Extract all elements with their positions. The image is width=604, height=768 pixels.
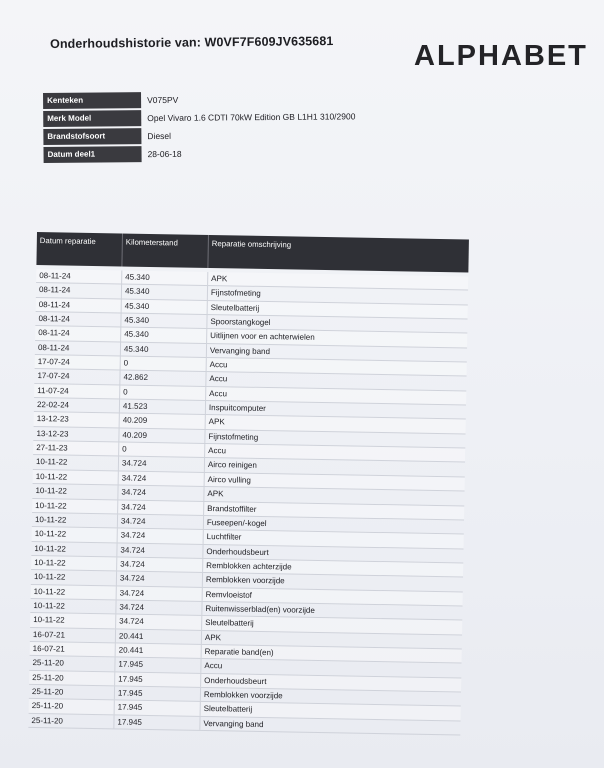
- cell-mileage: 0: [119, 443, 205, 458]
- cell-description: Inspuitcomputer: [208, 403, 266, 414]
- vehicle-info-table: [43, 89, 404, 164]
- info-value: Opel Vivaro 1.6 CDTI 70kW Edition GB L1H1 310/2900: [147, 111, 356, 124]
- cell-date: 10-11-22: [32, 513, 118, 528]
- cell-description: Accu: [209, 360, 228, 370]
- cell-mileage: 0: [120, 385, 206, 400]
- cell-date: 08-11-24: [35, 326, 121, 341]
- cell-description: Reparatie band(en): [204, 646, 274, 658]
- cell-date: 25-11-20: [29, 685, 115, 700]
- cell-mileage: 20.441: [116, 643, 202, 658]
- cell-date: 25-11-20: [29, 671, 115, 686]
- cell-mileage: 34.724: [116, 615, 202, 630]
- cell-mileage: 34.724: [117, 543, 203, 558]
- info-label: Brandstofsoort: [43, 128, 141, 145]
- cell-date: 08-11-24: [36, 298, 122, 313]
- cell-date: 10-11-22: [33, 470, 119, 485]
- brand-logo: ALPHABET: [414, 40, 588, 72]
- cell-date: 10-11-22: [31, 585, 117, 600]
- cell-mileage: 17.945: [115, 686, 201, 701]
- info-value: V075PV: [147, 94, 179, 106]
- cell-description: Airco vulling: [207, 474, 251, 485]
- cell-description: Onderhoudsbeurt: [204, 675, 267, 686]
- column-header-description: Reparatie omschrijving: [211, 239, 292, 250]
- info-row-datum-deel1: [43, 143, 403, 164]
- cell-mileage: 34.724: [119, 457, 205, 472]
- cell-description: Accu: [208, 446, 227, 456]
- cell-mileage: 45.340: [121, 328, 207, 343]
- cell-description: APK: [208, 417, 225, 427]
- cell-description: Fijnstofmeting: [210, 288, 261, 299]
- cell-date: 25-11-20: [28, 714, 114, 729]
- cell-description: Remblokken achterzijde: [206, 560, 292, 572]
- cell-mileage: 0: [121, 357, 207, 372]
- cell-date: 13-12-23: [33, 427, 119, 442]
- cell-mileage: 34.724: [118, 514, 204, 529]
- cell-date: 08-11-24: [36, 269, 122, 284]
- cell-mileage: 42.862: [120, 371, 206, 386]
- cell-date: 10-11-22: [32, 527, 118, 542]
- cell-description: Remblokken voorzijde: [205, 575, 285, 586]
- cell-mileage: 34.724: [117, 557, 203, 572]
- document-title: Onderhoudshistorie van: W0VF7F609JV635681: [50, 34, 334, 51]
- info-label: Datum deel1: [43, 146, 141, 163]
- cell-description: Sleutelbatterij: [205, 618, 254, 629]
- cell-date: 08-11-24: [35, 312, 121, 327]
- cell-mileage: 17.945: [115, 701, 201, 716]
- cell-description: Sleutelbatterij: [210, 302, 260, 313]
- cell-mileage: 17.945: [115, 672, 201, 687]
- cell-date: 25-11-20: [29, 656, 115, 671]
- cell-mileage: 34.724: [116, 600, 202, 615]
- cell-mileage: 17.945: [115, 658, 201, 673]
- cell-mileage: 41.523: [120, 400, 206, 415]
- cell-description: Vervanging band: [209, 345, 271, 356]
- cell-description: Accu: [204, 661, 223, 671]
- cell-date: 10-11-22: [30, 599, 116, 614]
- cell-mileage: 34.724: [119, 471, 205, 486]
- cell-description: Fuseepen/-kogel: [206, 517, 267, 528]
- cell-mileage: 34.724: [117, 586, 203, 601]
- cell-description: Uitlijnen voor en achterwielen: [210, 331, 315, 343]
- cell-description: Spoorstangkogel: [210, 317, 271, 328]
- cell-mileage: 45.340: [122, 299, 208, 314]
- cell-date: 10-11-22: [31, 556, 117, 571]
- cell-mileage: 45.340: [122, 285, 208, 300]
- cell-date: 16-07-21: [30, 628, 116, 643]
- cell-description: Vervanging band: [203, 718, 264, 729]
- cell-description: APK: [207, 489, 224, 499]
- cell-mileage: 20.441: [116, 629, 202, 644]
- cell-description: Remblokken voorzijde: [203, 689, 283, 701]
- cell-date: 10-11-22: [30, 613, 116, 628]
- cell-mileage: 34.724: [118, 486, 204, 501]
- cell-mileage: 45.340: [121, 342, 207, 357]
- info-label: Kenteken: [43, 92, 141, 109]
- info-label: Merk Model: [43, 110, 141, 127]
- repair-history-table: [28, 232, 469, 735]
- cell-date: 10-11-22: [32, 484, 118, 499]
- cell-date: 10-11-22: [33, 455, 119, 470]
- info-value: Diesel: [147, 130, 172, 142]
- table-body: [28, 269, 468, 735]
- info-value: 28-06-18: [147, 148, 182, 160]
- cell-mileage: 45.340: [121, 314, 207, 329]
- cell-description: Ruitenwisserblad(en) voorzijde: [205, 603, 315, 615]
- cell-description: Accu: [209, 388, 228, 399]
- cell-date: 17-07-24: [34, 369, 120, 384]
- cell-date: 10-11-22: [32, 498, 118, 513]
- cell-mileage: 34.724: [118, 529, 204, 544]
- cell-mileage: 40.209: [119, 428, 205, 443]
- cell-date: 08-11-24: [36, 283, 122, 298]
- cell-description: APK: [211, 274, 228, 284]
- cell-mileage: 34.724: [117, 572, 203, 587]
- cell-date: 11-07-24: [34, 384, 120, 399]
- cell-mileage: 34.724: [118, 500, 204, 515]
- cell-date: 10-11-22: [31, 570, 117, 585]
- cell-date: 17-07-24: [35, 355, 121, 370]
- column-header-mileage: Kilometerstand: [122, 234, 209, 268]
- cell-description: Onderhoudsbeurt: [206, 546, 269, 557]
- cell-description: Sleutelbatterij: [203, 704, 253, 715]
- cell-date: 10-11-22: [31, 541, 117, 556]
- cell-description: Accu: [209, 374, 228, 384]
- column-header-date: Datum reparatie: [36, 232, 123, 266]
- cell-date: 25-11-20: [29, 699, 115, 714]
- cell-description: Luchtfilter: [206, 532, 242, 542]
- cell-description: Remvloeistof: [205, 589, 253, 600]
- cell-description: Airco reinigen: [207, 460, 257, 471]
- cell-mileage: 17.945: [114, 715, 200, 730]
- cell-date: 27-11-23: [33, 441, 119, 456]
- cell-date: 08-11-24: [35, 341, 121, 356]
- cell-description: Brandstoffilter: [207, 503, 257, 514]
- cell-date: 16-07-21: [30, 642, 116, 657]
- cell-mileage: 45.340: [122, 270, 208, 285]
- cell-mileage: 40.209: [120, 414, 206, 429]
- cell-description: APK: [204, 632, 222, 642]
- cell-date: 13-12-23: [34, 412, 120, 427]
- cell-description: Fijnstofmeting: [208, 431, 259, 442]
- cell-date: 22-02-24: [34, 398, 120, 413]
